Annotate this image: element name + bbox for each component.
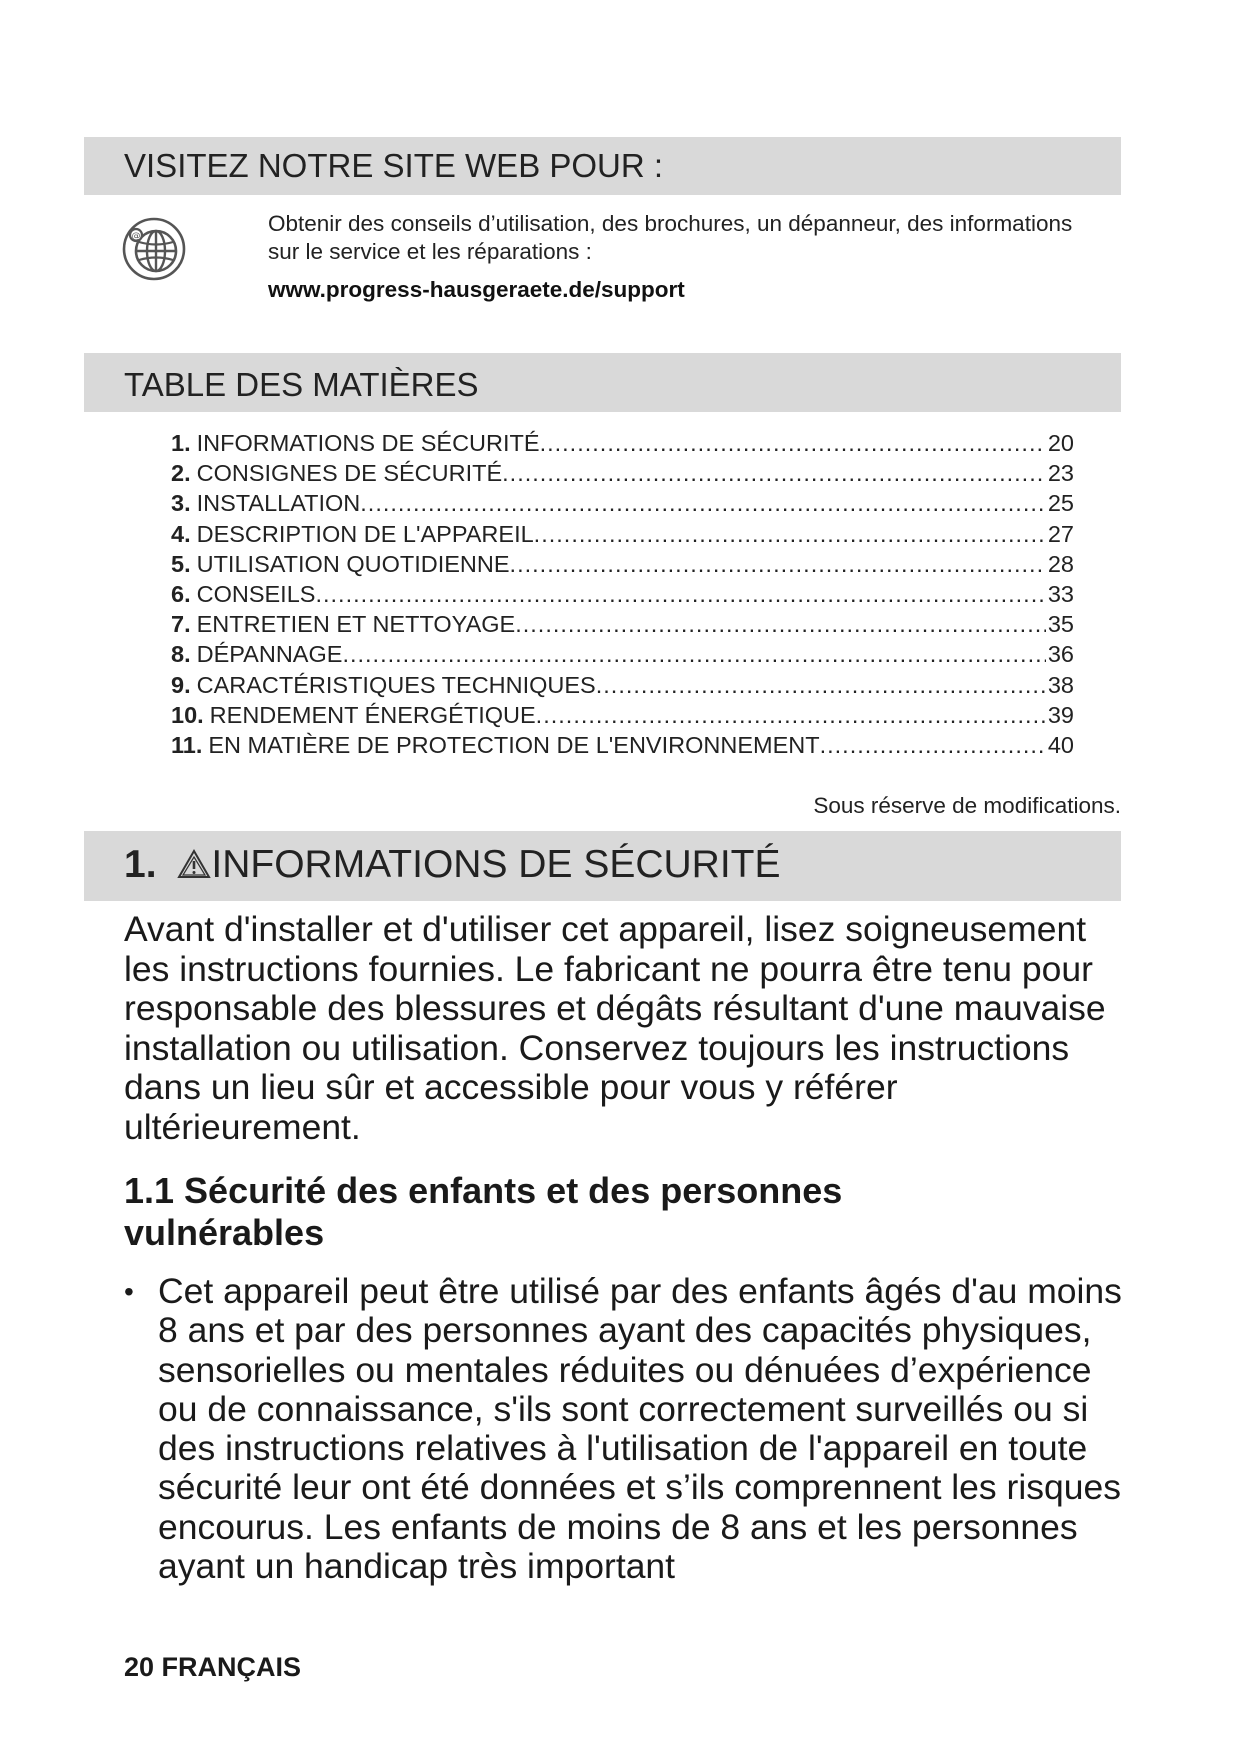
toc-entry-title: UTILISATION QUOTIDIENNE	[196, 550, 510, 577]
toc-entry-title: EN MATIÈRE DE PROTECTION DE L'ENVIRONNEMENT	[208, 731, 820, 758]
toc-entry[interactable]	[171, 488, 1074, 518]
toc-entry-title: DESCRIPTION DE L'APPAREIL	[196, 520, 534, 547]
toc-entry-number: 7.	[171, 611, 191, 638]
toc-entry-number: 10.	[171, 701, 204, 728]
toc-entry-title: ENTRETIEN ET NETTOYAGE	[196, 611, 516, 638]
toc-entry-page: 23	[1047, 460, 1074, 487]
toc-entry-title: INFORMATIONS DE SÉCURITÉ	[196, 430, 540, 456]
toc-entry[interactable]	[171, 549, 1074, 579]
toc-entry-number: 11.	[171, 731, 203, 758]
toc-entry[interactable]	[171, 730, 1074, 760]
toc-entry-page: 40	[1047, 731, 1074, 758]
toc-entry-number: 4.	[171, 520, 191, 547]
toc-entry-page: 38	[1047, 671, 1074, 698]
toc-dot-leader	[360, 488, 1046, 518]
website-heading-text: VISITEZ NOTRE SITE WEB POUR :	[124, 147, 664, 184]
bullet-text: Cet appareil peut être utilisé par des enfants âgés d'au moins 8 ans et par des personnes ayant des capacités physiques, sensorielles ou mentales réduites ou dénuées d’expérience ou de connaissance, s'ils sont correctement surveillés ou si des instructions relatives à l'utilisation de l'appareil en toute sécurité leur ont été données et s’ils comprennent les risques encourus. Les enfants de moins de 8 ans et les personnes ayant un handicap très important	[158, 1271, 1122, 1587]
toc-dot-leader	[515, 609, 1046, 639]
toc-entry-title: DÉPANNAGE	[196, 641, 343, 668]
website-description	[268, 210, 1128, 266]
toc-entry[interactable]	[171, 519, 1074, 549]
toc-entry-page: 28	[1047, 550, 1074, 577]
toc-dot-leader	[315, 579, 1045, 609]
warning-icon	[177, 848, 211, 880]
bullet-marker: •	[124, 1276, 134, 1307]
toc-entry-number: 5.	[171, 550, 191, 577]
toc-entry-title: INSTALLATION	[196, 490, 361, 517]
svg-text:@: @	[131, 231, 141, 242]
toc-entry-title: RENDEMENT ÉNERGÉTIQUE	[209, 701, 536, 728]
toc-entry-number: 6.	[171, 580, 191, 607]
table-of-contents	[171, 428, 1074, 760]
website-description-line1: Obtenir des conseils d’utilisation, des brochures, un dépanneur, des informations	[268, 211, 1073, 236]
toc-entry-title: CONSIGNES DE SÉCURITÉ	[196, 460, 503, 487]
toc-heading-text: TABLE DES MATIÈRES	[124, 366, 479, 403]
toc-entry-number: 8.	[171, 641, 191, 668]
section-title: INFORMATIONS DE SÉCURITÉ	[211, 843, 781, 886]
toc-entry-page: 39	[1047, 701, 1074, 728]
toc-entry-page: 35	[1047, 611, 1074, 638]
toc-dot-leader	[820, 730, 1046, 760]
toc-entry-page: 25	[1047, 490, 1074, 517]
toc-entry[interactable]	[171, 700, 1074, 730]
toc-entry-title: CONSEILS	[196, 580, 316, 607]
section-number: 1.	[124, 843, 157, 886]
safety-section-heading	[84, 831, 1121, 901]
toc-entry-page: 20	[1047, 430, 1074, 456]
toc-entry-page: 27	[1047, 520, 1074, 547]
toc-dot-leader	[502, 458, 1046, 488]
list-item	[124, 1272, 1124, 1586]
toc-dot-leader	[342, 639, 1045, 669]
toc-dot-leader	[536, 700, 1046, 730]
toc-dot-leader	[540, 428, 1046, 458]
toc-entry-number: 2.	[171, 460, 191, 487]
toc-section-heading	[84, 353, 1121, 412]
page-footer: 20 FRANÇAIS	[124, 1652, 302, 1682]
support-url-link[interactable]: www.progress-hausgeraete.de/support	[268, 277, 685, 302]
toc-entry[interactable]	[171, 670, 1074, 700]
globe-icon	[122, 217, 186, 281]
modification-notice: Sous réserve de modifications.	[813, 793, 1121, 818]
toc-entry[interactable]	[171, 609, 1074, 639]
website-description-line2: sur le service et les réparations :	[268, 239, 592, 264]
toc-entry[interactable]	[171, 428, 1074, 458]
website-section-heading	[84, 137, 1121, 195]
toc-entry-title: CARACTÉRISTIQUES TECHNIQUES	[196, 671, 596, 698]
toc-entry-number: 3.	[171, 490, 191, 517]
toc-entry-number: 1.	[171, 430, 191, 456]
toc-entry-page: 33	[1047, 580, 1074, 607]
toc-dot-leader	[534, 519, 1046, 549]
toc-entry[interactable]	[171, 579, 1074, 609]
toc-entry-number: 9.	[171, 671, 191, 698]
toc-dot-leader	[596, 670, 1046, 700]
toc-entry-page: 36	[1047, 641, 1074, 668]
toc-entry[interactable]	[171, 639, 1074, 669]
safety-intro-paragraph: Avant d'installer et d'utiliser cet appareil, lisez soigneusement les instructions fournies. Le fabricant ne pourra être tenu pour responsable des blessures et dégâts résultant d'une mauvaise installation ou utilisation. Conservez toujours les instructions dans un lieu sûr et accessible pour vous y référer ultérieurement.	[124, 909, 1106, 1147]
toc-dot-leader	[510, 549, 1046, 579]
child-safety-subheading: 1.1 Sécurité des enfants et des personnes vulnérables	[124, 1170, 843, 1253]
toc-entry[interactable]	[171, 458, 1074, 488]
